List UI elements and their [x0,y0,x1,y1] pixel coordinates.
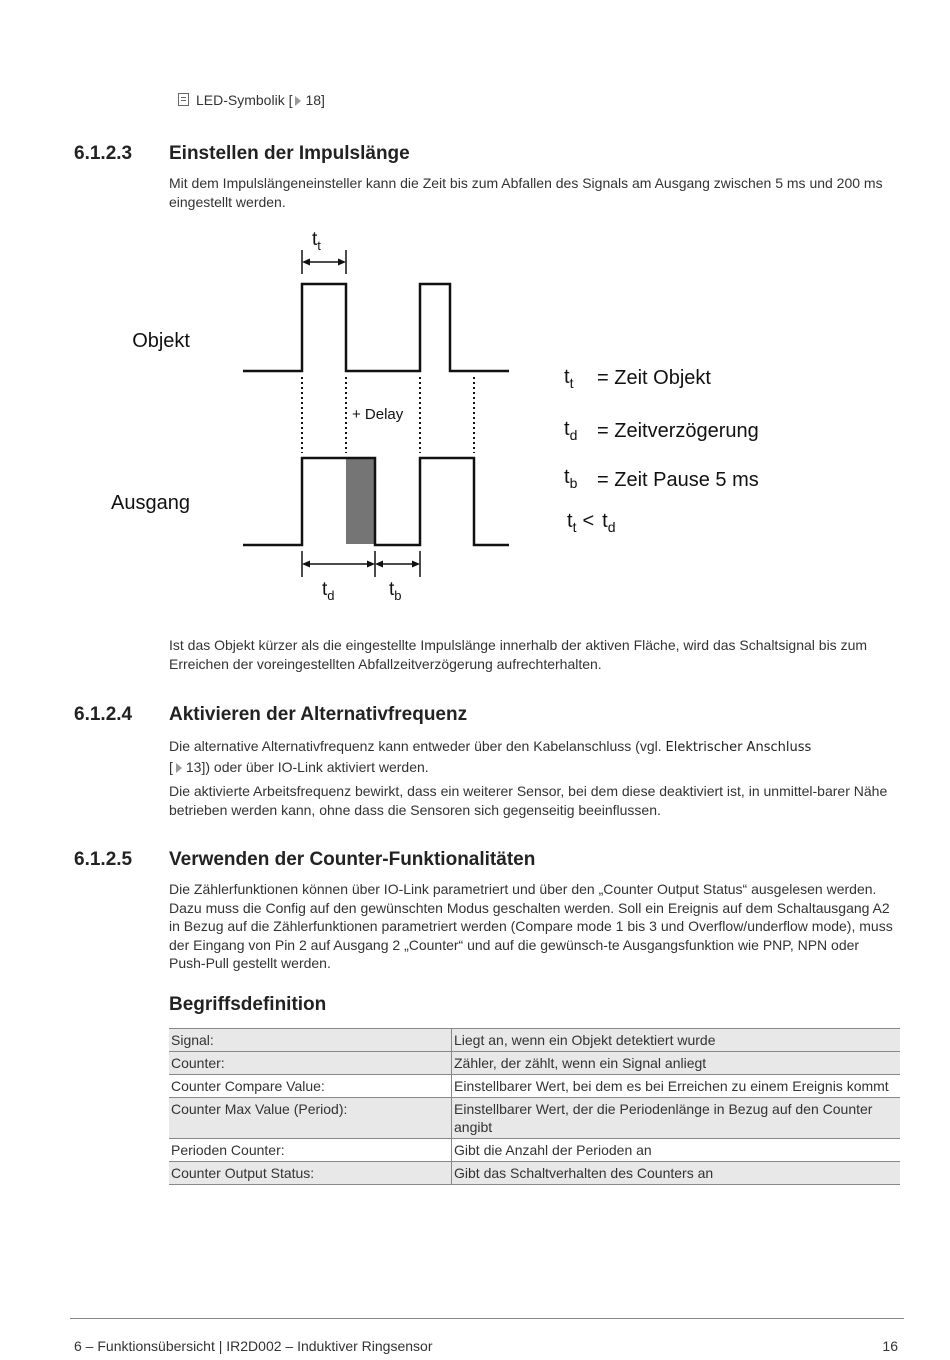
tb-arrow-left [375,561,383,568]
tt-arrow-right [338,259,346,266]
section-6123-intro: Mit dem Impulslängeneinsteller kann die Zeit bis zum Abfallen des Signals am Ausgang zwischen 5 ms und 200 ms eingestellt werden. [169,175,883,210]
label-ausgang: Ausgang [111,492,190,514]
page-arrow-icon [176,763,182,773]
term-cell: Perioden Counter: [169,1139,452,1162]
term-cell: Counter Max Value (Period): [169,1098,452,1139]
tb-arrow-right [412,561,420,568]
reference-text: LED-Symbolik [ [196,92,293,108]
delay-shaded-area [346,458,375,544]
desc-cell: Liegt an, wenn ein Objekt detektiert wurde [452,1029,901,1052]
output-signal-waveform [243,458,509,545]
elektrischer-anschluss-link[interactable]: Elektrischer Anschluss [665,740,812,755]
td-arrow-left [302,561,310,568]
legend-tt-text: = Zeit Objekt [597,367,711,389]
object-signal-waveform [243,284,509,371]
desc-cell: Zähler, der zählt, wenn ein Signal anliegt [452,1052,901,1075]
definitions-title: Begriffsdefinition [169,994,327,1015]
desc-cell: Einstellbarer Wert, der die Periodenlänge in Bezug auf den Counter angibt [452,1098,901,1139]
delay-label: + Delay [352,406,404,423]
table-row [169,1098,900,1139]
section-6125-paragraph: Die Zählerfunktionen können über IO-Link parametriert und über den „Counter Output Status“ ausgelesen werden. Dazu muss die Config auf den gewünschten Modus geschalten werden. Soll ein Ereignis auf dem Schaltausgang A2 in Bezug auf die Zählerfunktionen parametriert werden (Compare mode 1 bis 3 und Overflow/underflow mode), muss der Eingang von Pin 2 auf Ausgang 2 „Counter“ und auf die gewünsch-te Ausgangsfunktion wie PNP, NPN oder Push-Pull gestellt werden. [169,881,893,971]
section-title-impulslaenge: Einstellen der Impulslänge [169,143,410,164]
section-title-counter: Verwenden der Counter-Funktionalitäten [169,849,536,870]
section-6124-paragraph-1: Die alternative Alternativfrequenz kann entweder über den Kabelanschluss (vgl. Elektrischer Anschluss [ 13]) oder über IO-Link aktiviert werden. [169,738,812,775]
document-icon [178,93,189,106]
legend-td-symbol: $t_d$ [564,418,578,443]
section-6123-explanation: Ist das Objekt kürzer als die eingestellte Impulslänge innerhalb der aktiven Fläche, wird das Schaltsignal bis zum Erreichen der voreingestellten Abfallzeitverzögerung aufrechterhalten. [169,637,868,672]
legend-td-text: = Zeitverzögerung [597,420,759,442]
tt-arrow-left [302,259,310,266]
tt-top-label: $t_t$ [312,229,321,253]
legend-condition: $t_t < t_d$ [567,510,616,535]
tb-bottom-label: $t_b$ [389,579,402,603]
section-number-6124: 6.1.2.4 [74,704,133,725]
term-cell: Counter Output Status: [169,1162,452,1185]
label-objekt: Objekt [132,330,190,352]
definitions-table [169,1028,900,1185]
table-row [169,1139,900,1162]
table-row [169,1052,900,1075]
page-arrow-icon [295,96,301,106]
footer-page-number: 16 [882,1338,898,1354]
section-title-alternativfrequenz: Aktivieren der Alternativfrequenz [169,704,468,725]
footer-divider [70,1318,904,1319]
legend-tb-text: = Zeit Pause 5 ms [597,469,759,491]
legend-tt-symbol: $t_t$ [564,366,574,391]
desc-cell: Einstellbarer Wert, bei dem es bei Erreichen zu einem Ereignis kommt [452,1075,901,1098]
table-row [169,1162,900,1185]
reference-page: 18] [305,92,325,108]
desc-cell: Gibt die Anzahl der Perioden an [452,1139,901,1162]
section-6124-paragraph-2: Die aktivierte Arbeitsfrequenz bewirkt, dass ein weiterer Sensor, bei dem diese deaktiviert ist, in unmittel-barer Nähe betrieben werden kann, ohne dass die Sensoren sich gegenseitig beeinflussen. [169,783,888,818]
term-cell: Counter Compare Value: [169,1075,452,1098]
td-bottom-label: $t_d$ [322,579,335,603]
timing-diagram [0,220,950,620]
td-arrow-right [367,561,375,568]
table-row [169,1029,900,1052]
footer-chapter: 6 – Funktionsübersicht | IR2D002 – Induktiver Ringsensor [74,1338,433,1354]
table-row [169,1075,900,1098]
desc-cell: Gibt das Schaltverhalten des Counters an [452,1162,901,1185]
term-cell: Counter: [169,1052,452,1075]
section-number-6123: 6.1.2.3 [74,143,133,164]
term-cell: Signal: [169,1029,452,1052]
led-symbolik-reference[interactable] [178,92,325,108]
section-number-6125: 6.1.2.5 [74,849,133,870]
legend-tb-symbol: $t_b$ [564,466,578,491]
